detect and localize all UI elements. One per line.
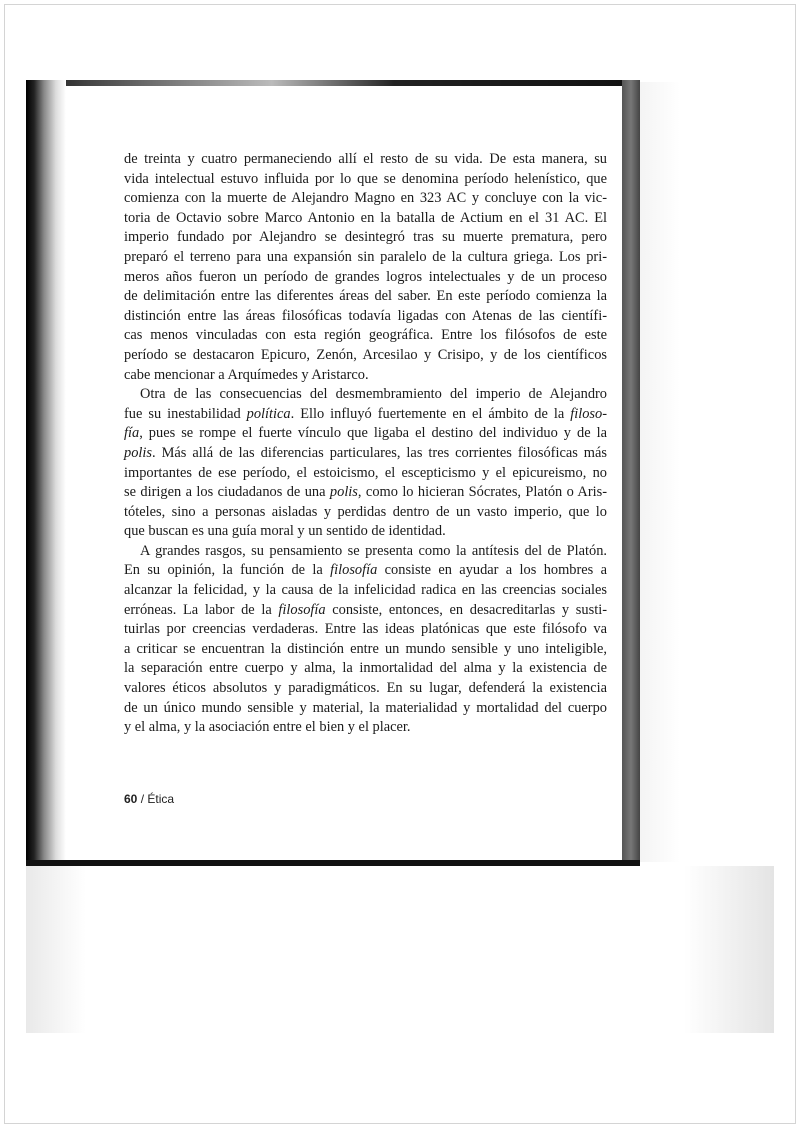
scan-shadow-top (26, 80, 640, 86)
paragraph (124, 150, 607, 385)
text-segment: . Ello influyó fuertemente en el ámbito de la (290, 405, 571, 422)
italic-text: filoso- (570, 405, 607, 422)
text-segment: tóteles, sino a personas aisladas y perdidas dentro de un vasto imperio, que lo (124, 503, 607, 520)
text-line (124, 268, 607, 288)
italic-text: fía (124, 425, 140, 442)
text-line (124, 287, 607, 307)
text-segment: imperio fundado por Alejandro se desintegró tras su muerte prematura, pero (124, 229, 607, 246)
italic-text: filosofía (330, 562, 378, 579)
text-segment: se dirigen a los ciudadanos de una (124, 484, 330, 501)
text-line (124, 346, 607, 366)
scan-shadow-bottom (26, 860, 640, 866)
italic-text: polis (329, 484, 358, 501)
text-line (124, 228, 607, 248)
text-segment: la separación entre cuerpo y alma, la inmortalidad del alma y la existencia de (124, 660, 607, 677)
italic-text: política (246, 405, 291, 422)
text-segment: toria de Octavio sobre Marco Antonio en la batalla de Actium en el 31 AC. El (124, 209, 607, 226)
page-number: 60 (124, 792, 138, 806)
text-line (124, 464, 607, 484)
text-segment: meros años fueron un período de grandes logros intelectuales y de un proceso (124, 268, 607, 285)
text-segment: cabe mencionar a Arquímedes y Aristarco. (124, 366, 369, 383)
text-line (124, 326, 607, 346)
text-line (124, 444, 607, 464)
body-text (124, 150, 607, 738)
book-gutter (622, 80, 640, 866)
text-segment: fue su inestabilidad (124, 405, 247, 422)
text-segment: de delimitación entre las diferentes áreas del saber. En este período comienza la (124, 288, 607, 305)
facing-page-edge (640, 82, 774, 862)
text-segment: preparó el terreno para una expansión sin paralelo de la cultura griega. Los pri- (124, 248, 607, 265)
text-segment: vida intelectual estuvo influida por lo que se denomina período helenístico, que (124, 170, 607, 187)
text-line (124, 189, 607, 209)
text-segment: En su opinión, la función de la (124, 562, 331, 579)
text-line (124, 699, 607, 719)
text-line (124, 561, 607, 581)
text-line (124, 209, 607, 229)
text-line (124, 307, 607, 327)
text-line (124, 248, 607, 268)
text-segment: consiste, entonces, en desacreditarlas y susti- (325, 601, 607, 618)
text-line (124, 503, 607, 523)
text-segment: de treinta y cuatro permaneciendo allí el resto de su vida. De esta manera, su (124, 151, 607, 167)
page-edge-shadow (26, 80, 66, 866)
text-line (124, 366, 607, 386)
lower-page-area (26, 866, 774, 1033)
text-segment: tuirlas por creencias verdaderas. Entre las ideas platónicas que este filósofo va (124, 621, 607, 638)
paragraph (124, 385, 607, 542)
text-line (124, 718, 607, 738)
text-line (124, 542, 607, 562)
text-line (124, 424, 607, 444)
text-line (124, 385, 607, 405)
text-line (124, 679, 607, 699)
text-line (124, 483, 607, 503)
text-segment: Otra de las consecuencias del desmembramiento del imperio de Alejandro (140, 386, 607, 403)
text-line (124, 522, 607, 542)
text-line (124, 170, 607, 190)
text-segment: que buscan es una guía moral y un sentido de identidad. (124, 523, 446, 540)
text-segment: distinción entre las áreas filosóficas todavía ligadas con Atenas de las científi- (124, 307, 607, 324)
text-line (124, 601, 607, 621)
text-line (124, 659, 607, 679)
text-line (124, 620, 607, 640)
text-segment: alcanzar la felicidad, y la causa de la infelicidad radica en las creencias sociales (124, 582, 607, 599)
paragraph (124, 542, 607, 738)
text-segment: importantes de ese período, el estoicismo, el escepticismo y el epicureismo, no (124, 464, 607, 481)
page-footer (124, 792, 174, 806)
text-line (124, 150, 607, 170)
italic-text: filosofía (278, 601, 326, 618)
text-segment: comienza con la muerte de Alejandro Magno en 323 AC y concluye con la vic- (124, 190, 607, 207)
text-segment: . Más allá de las diferencias particulares, las tres corrientes filosóficas más (152, 444, 607, 461)
text-segment: A grandes rasgos, su pensamiento se presenta como la antítesis del de Platón. (140, 542, 607, 559)
text-segment: , pues se rompe el fuerte vínculo que ligaba el destino del individuo y de la (139, 425, 607, 442)
text-segment: consiste en ayudar a los hombres a (377, 562, 607, 579)
text-line (124, 405, 607, 425)
text-segment: y el alma, y la asociación entre el bien y el placer. (124, 719, 411, 736)
text-segment: erróneas. La labor de la (124, 601, 279, 618)
text-segment: a criticar se encuentran la distinción entre un mundo sensible y uno inteligible, (124, 640, 607, 657)
text-segment: período se destacaron Epicuro, Zenón, Arcesilao y Crisipo, y de los científicos (124, 346, 607, 363)
text-segment: cas menos vinculadas con esta región geográfica. Entre los filósofos de este (124, 327, 607, 344)
italic-text: polis (124, 444, 152, 461)
text-segment: , como lo hicieran Sócrates, Platón o Aris- (357, 484, 608, 501)
book-title: Ética (147, 792, 175, 806)
text-segment: valores éticos absolutos y paradigmáticos. En su lugar, defenderá la existencia (124, 680, 607, 697)
text-segment: de un único mundo sensible y material, la materialidad y mortalidad del cuerpo (124, 699, 607, 716)
footer-separator: / (140, 792, 145, 806)
text-line (124, 640, 607, 660)
text-line (124, 581, 607, 601)
